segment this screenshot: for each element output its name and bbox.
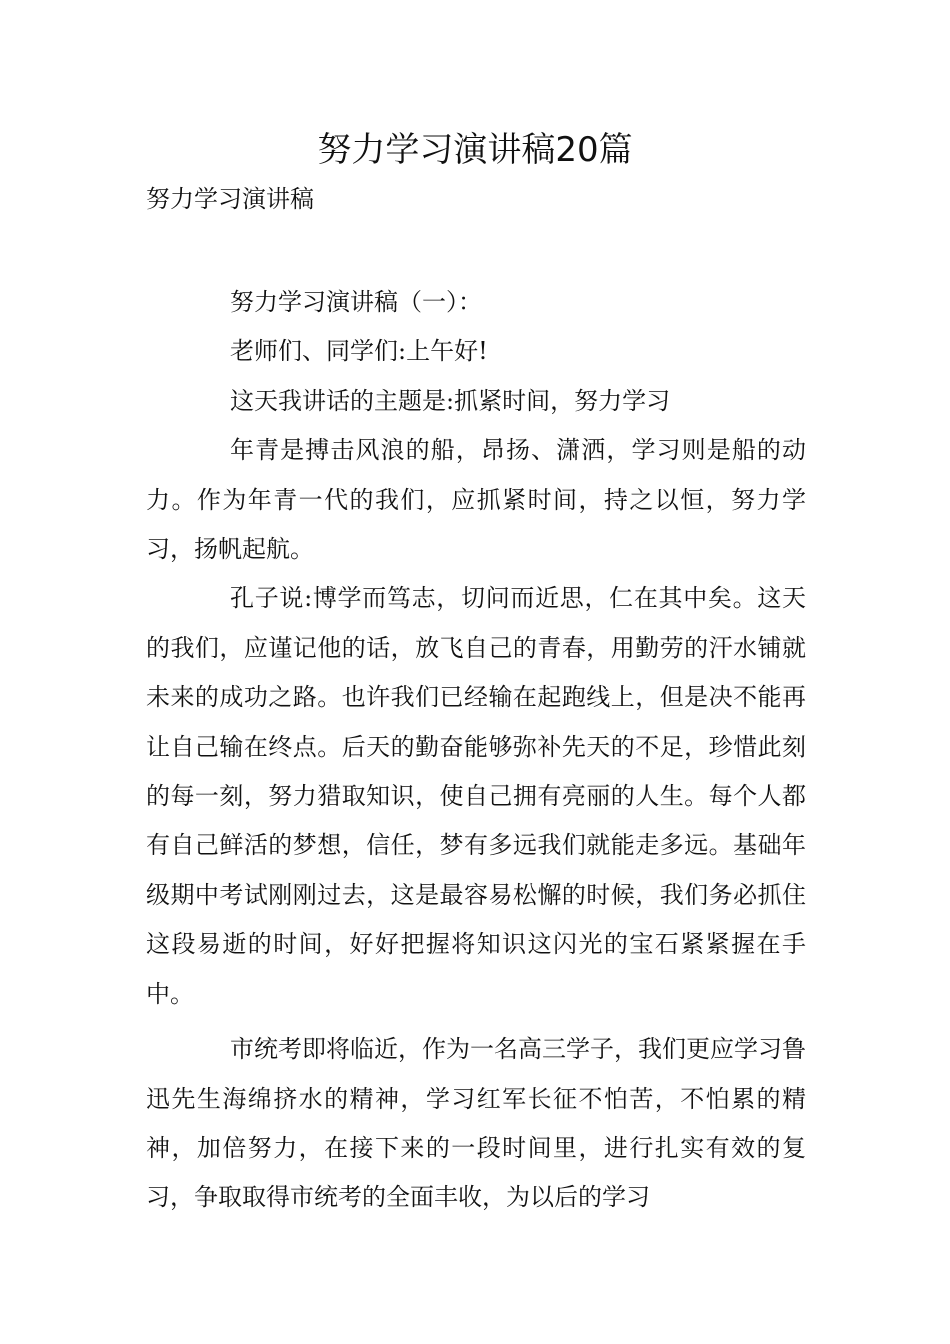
- paragraph: 市统考即将临近，作为一名高三学子，我们更应学习鲁迅先生海绵挤水的精神，学习红军长征不怕苦，不怕累的精神，加倍努力，在接下来的一段时间里，进行扎实有效的复习，争取取得市统考的全面丰收，为以后的学习: [146, 1035, 806, 1212]
- paragraph-topic: 这天我讲话的主题是:抓紧时间，努力学习: [230, 386, 671, 415]
- paragraph: 年青是搏击风浪的船，昂扬、潇洒，学习则是船的动力。作为年青一代的我们，应抓紧时间，持之以恒，努力学习，扬帆起航。: [146, 436, 806, 564]
- paragraph-greeting: 老师们、同学们:上午好!: [230, 337, 488, 366]
- paragraph-heading: 努力学习演讲稿（一）：: [230, 288, 482, 316]
- paragraph: 孔子说:博学而笃志，切问而近思，仁在其中矣。这天的我们，应谨记他的话，放飞自己的青春，用勤劳的汗水铺就未来的成功之路。也许我们已经输在起跑线上，但是决不能再让自己输在终点。后天的勤奋能够弥补先天的不足，珍惜此刻的每一刻，努力猎取知识，使自己拥有亮丽的人生。每个人都有自己鲜活的梦想，信任，梦有多远我们就能走多远。基础年级期中考试刚刚过去，这是最容易松懈的时候，我们务必抓住这段易逝的时间，好好把握将知识这闪光的宝石紧紧握在手中。: [146, 584, 806, 1008]
- document-subtitle: 努力学习演讲稿: [146, 185, 314, 213]
- document-title: 努力学习演讲稿20篇: [317, 130, 633, 170]
- document-body: [146, 278, 806, 1223]
